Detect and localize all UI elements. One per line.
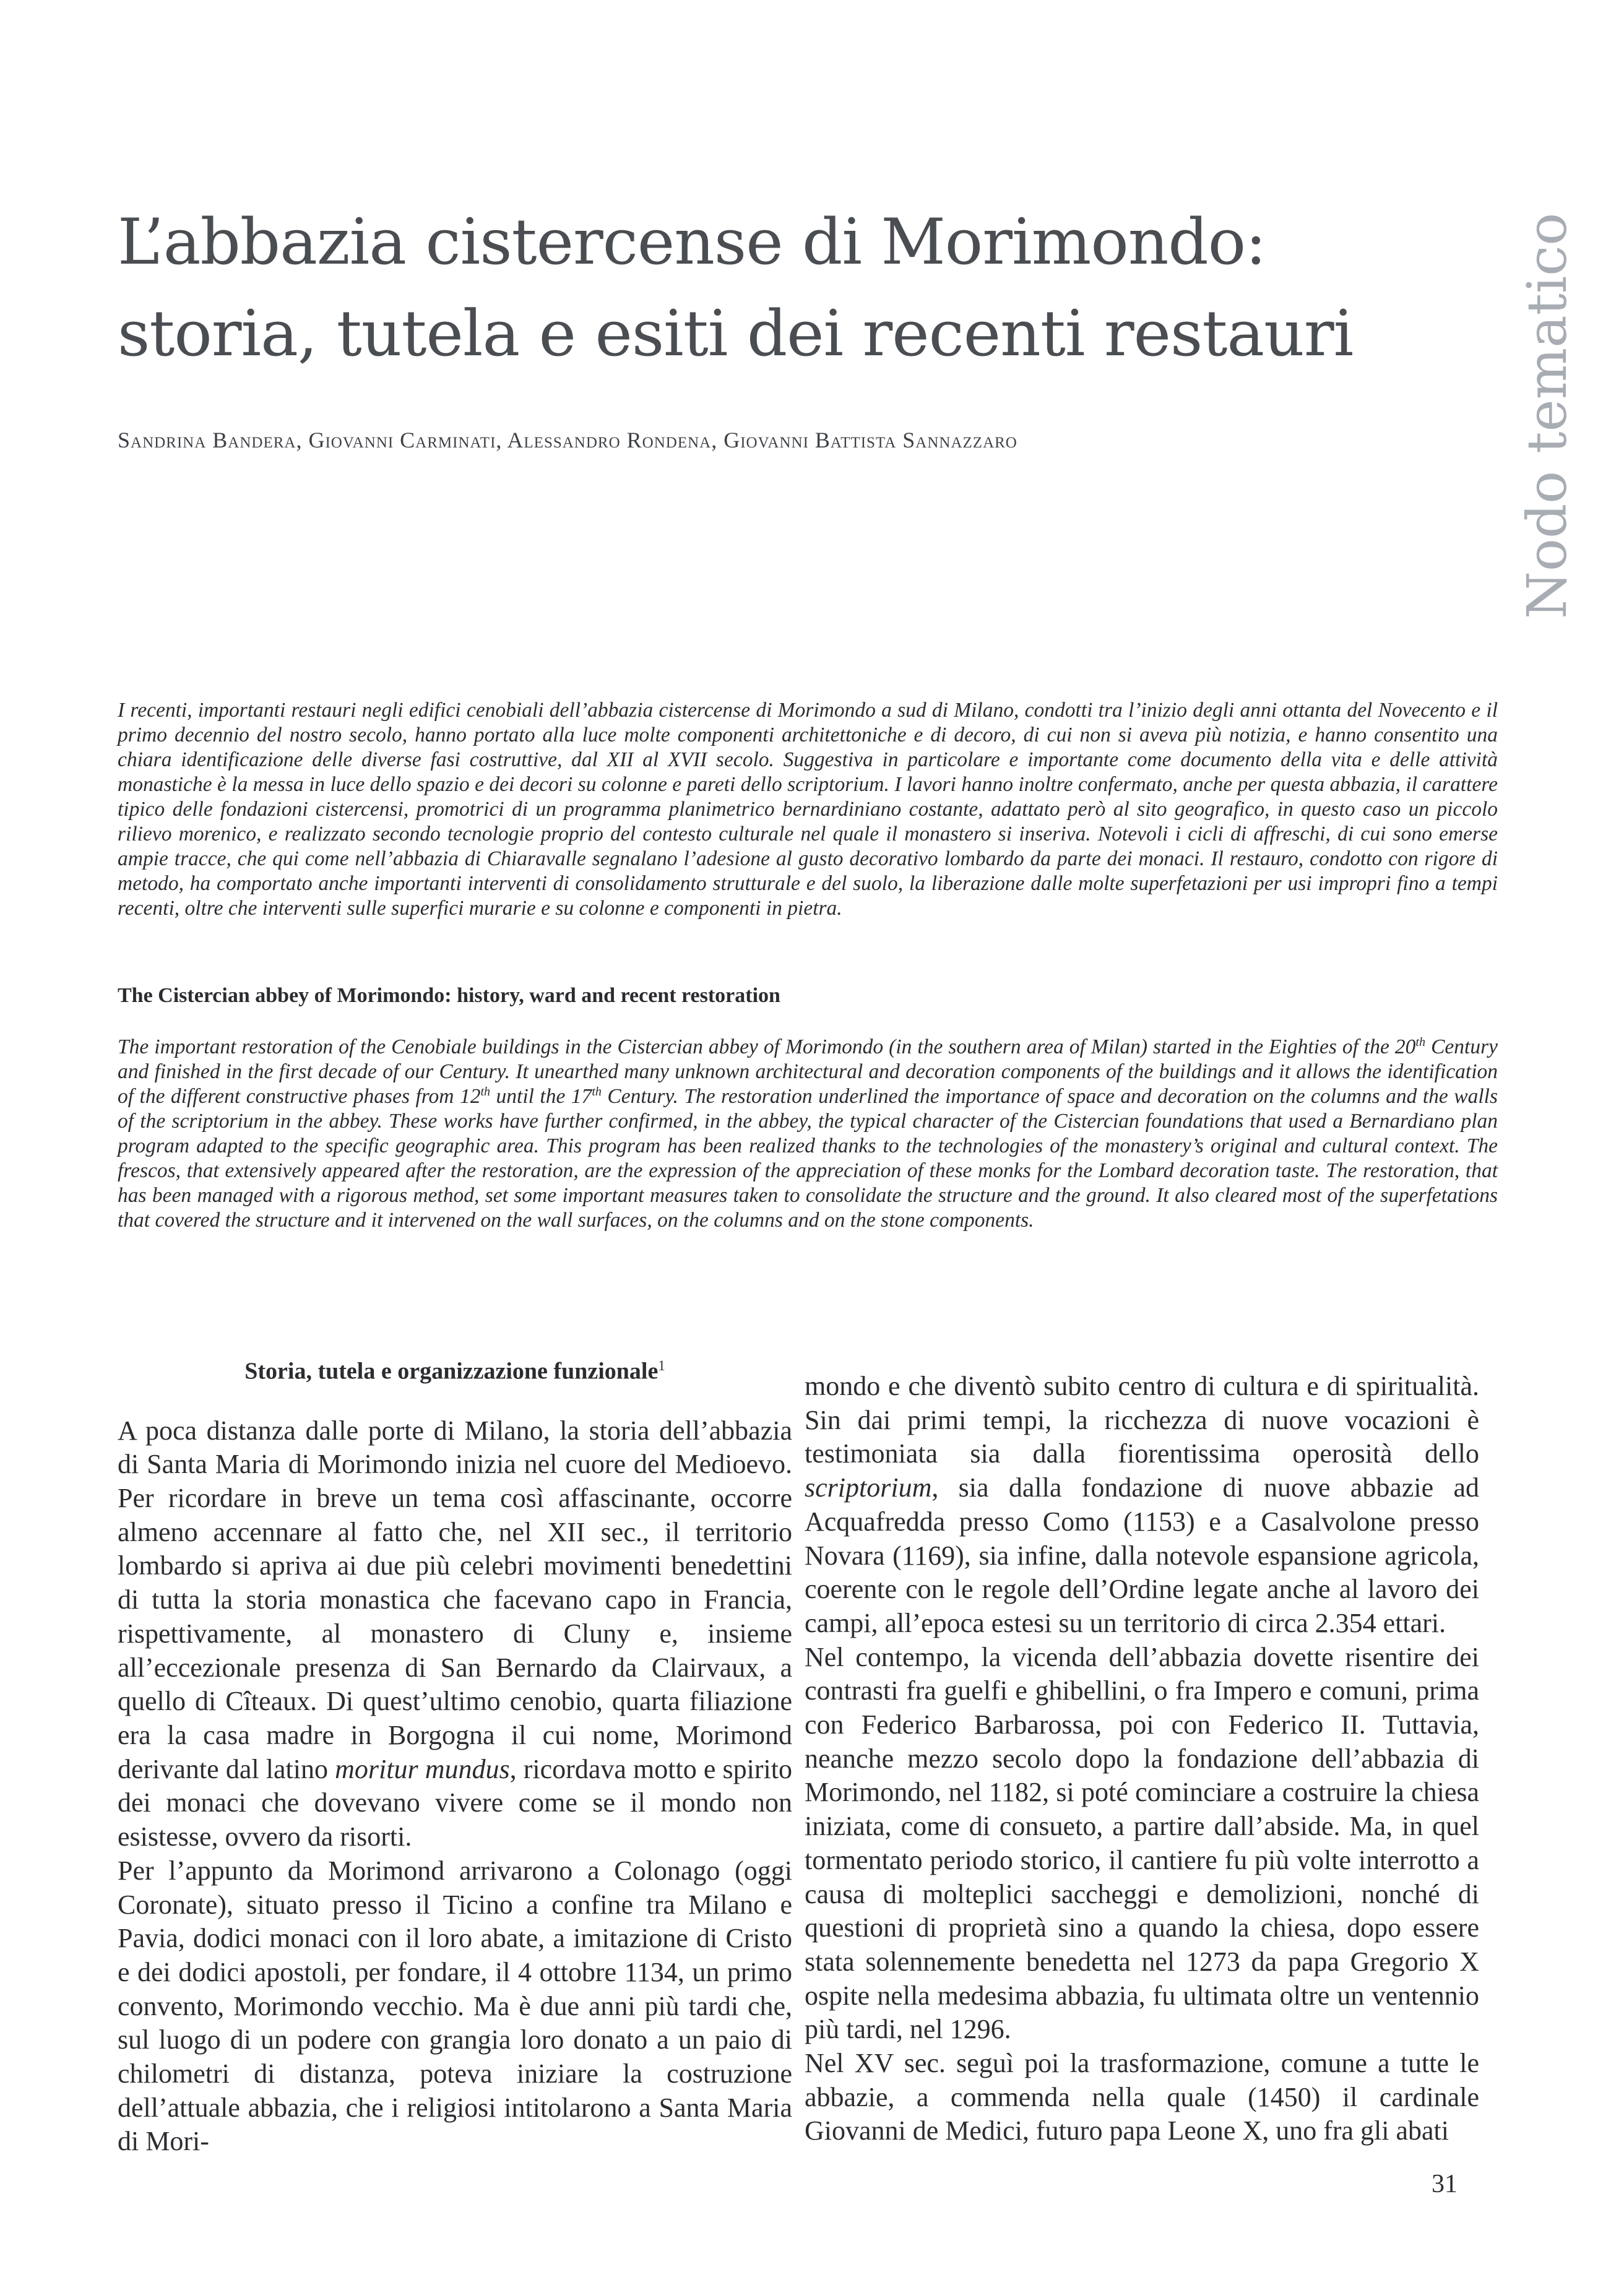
abstract-en-part-1: The important restoration of the Cenobiale buildings in the Cistercian abbey of Morimondo (in the southern area of Milan) started in the Eighties of the 20: [118, 1035, 1416, 1058]
latin-term: scriptorium: [805, 1472, 932, 1503]
section-side-label: Nodo tematico: [1515, 212, 1579, 619]
body-paragraph: Per l’appunto da Morimond arrivarono a Colonago (oggi Coronate), situato presso il Ticino a confine tra Milano e Pavia, dodici monaci con il loro abate, a imitazione di Cristo e dei dodici apostoli, per fondare, il 4 ottobre 1134, un primo convento, Morimondo vecchio. Ma è due anni più tardi che, sul luogo di un podere con grangia loro donato a un paio di chilometri di distanza, poteva iniziare la costruzione dell’attuale abbazia, che i religiosi intitolarono a Santa Maria di Mori-: [118, 1855, 792, 2157]
section-heading: [118, 1349, 792, 1388]
body-paragraph: Nel contempo, la vicenda dell’abbazia dovette risentire dei contrasti fra guelfi e ghibellini, o fra Impero e comuni, prima con Federico Barbarossa, poi con Federico II. Tuttavia, neanche mezzo secolo dopo la fondazione dell’abbazia di Morimondo, nel 1182, si poté cominciare a costruire la chiesa iniziata, come di consueto, a partire dall’abside. Ma, in quel tormentato periodo storico, il cantiere fu più volte interrotto a causa di molteplici saccheggi e demolizioni, nonché di questioni di proprietà sino a quando la chiesa, dopo essere stata solennemente benedetta nel 1273 da papa Gregorio X ospite nella medesima abbazia, fu ultimata oltre un ventennio più tardi, nel 1296.: [805, 1641, 1479, 2045]
body-paragraph: Nel XV sec. seguì poi la trasformazione, comune a tutte le abbazie, a commenda nella quale (1450) il cardinale Giovanni de Medici, futuro papa Leone X, uno fra gli abati: [805, 2048, 1479, 2146]
english-abstract-heading: The Cistercian abbey of Morimondo: history, ward and recent restoration: [118, 984, 780, 1007]
paragraph-text: , ricordava motto e spirito dei monaci che dovevano vivere come se il mondo non esistesse, ovvero da risorti.: [118, 1753, 792, 1852]
paragraph-text: mondo e che diventò subito centro di cultura e di spiritualità. Sin dai primi tempi, la ricchezza di nuove vocazioni è testimoniata sia dalla fiorentissima operosità dello: [805, 1371, 1479, 1469]
body-paragraph: [118, 1414, 792, 1854]
body-column-left: [118, 1349, 792, 2159]
ordinal-suffix: th: [480, 1084, 491, 1099]
paragraph-text: A poca distanza dalle porte di Milano, la storia dell’abbazia di Santa Maria di Morimondo inizia nel cuore del Medioevo. Per ricordare in breve un tema così affascinante, occorre almeno accennare al fatto che, nel XII sec., il territorio lombardo si apriva ai due più celebri movimenti benedettini di tutta la storia monastica che facevano capo in Francia, rispettivamente, al monastero di Cluny e, insieme all’eccezionale presenza di San Bernardo da Clairvaux, a quello di Cîteaux. Di quest’ultimo cenobio, quarta filiazione era la casa madre in Borgogna il cui nome, Morimond derivante dal latino: [118, 1415, 792, 1784]
ordinal-suffix: th: [1415, 1035, 1426, 1049]
footnote-reference[interactable]: 1: [658, 1358, 665, 1373]
abstract-en-part-3: until the 17: [490, 1085, 592, 1108]
ordinal-suffix: th: [592, 1084, 602, 1099]
title-line-1: L’abbazia cistercense di Morimondo:: [118, 205, 1266, 279]
paragraph-text: , sia dalla fondazione di nuove abbazie ad Acquafredda presso Como (1153) e a Casalvolone presso Novara (1169), sia infine, dalla notevole espansione agricola, coerente con le regole dell’Ordine legate anche al lavoro dei campi, all’epoca estesi su un territorio di circa 2.354 ettari.: [805, 1472, 1479, 1638]
abstract-english: [118, 1035, 1498, 1233]
abstract-en-part-2: Century and finished in the first decade of our Century. It unearthed many unknown architectural and decoration components of the buildings and it allows the identification of the different constructive phases from 12: [118, 1035, 1498, 1108]
body-column-right: [805, 1370, 1479, 2148]
abstract-en-part-4: Century. The restoration underlined the importance of space and decoration on the columns and the walls of the scriptorium in the abbey. These works have further confirmed, in the abbey, the typical character of the Cistercian foundations that used a Bernardiano plan program adapted to the specific geographic area. This program has been realized thanks to the technologies of the monastery’s original and cultural context. The frescos, that extensively appeared after the restoration, are the expression of the appreciation of these monks for the Lombard decoration taste. The restoration, that has been managed with a rigorous method, set some important measures taken to consolidate the structure and the ground. It also cleared most of the superfetations that covered the structure and it intervened on the wall surfaces, on the columns and on the stone components.: [118, 1085, 1498, 1232]
title-line-2: storia, tutela e esiti dei recenti restauri: [118, 297, 1354, 371]
authors-byline: Sandrina Bandera, Giovanni Carminati, Alessandro Rondena, Giovanni Battista Sannazzaro: [118, 428, 1017, 452]
page-title: [118, 197, 1448, 380]
section-heading-text: Storia, tutela e organizzazione funzionale: [244, 1358, 659, 1384]
body-paragraph: [805, 1370, 1479, 1641]
abstract-italian: I recenti, importanti restauri negli edifici cenobiali dell’abbazia cistercense di Morimondo a sud di Milano, condotti tra l’inizio degli anni ottanta del Novecento e il primo decennio del nostro secolo, hanno portato alla luce molte componenti architettoniche e di decoro, di cui non si aveva più notizia, e hanno consentito una chiara identificazione delle diverse fasi costruttive, dal XII al XVII secolo. Suggestiva in particolare e importante come documento della vita e delle attività monastiche è la messa in luce dello spazio e dei decori su colonne e pareti dello scriptorium. I lavori hanno inoltre confermato, anche per questa abbazia, il carattere tipico delle fondazioni cistercensi, promotrici di un programma planimetrico bernardiniano costante, adattato però al sito geografico, in questo caso un piccolo rilievo morenico, e realizzato secondo tecnologie proprio del contesto culturale nel quale il monastero si inseriva. Notevoli i cicli di affreschi, di cui sono emerse ampie tracce, che qui come nell’abbazia di Chiaravalle segnalano l’adesione al gusto decorativo lombardo da parte dei monaci. Il restauro, condotto con rigore di metodo, ha comportato anche importanti interventi di consolidamento strutturale e del suolo, la liberazione dalle molte superfetazioni per usi impropri fino a tempi recenti, oltre che interventi sulle superfici murarie e su colonne e componenti in pietra.: [118, 699, 1498, 920]
page-number: 31: [1432, 2170, 1458, 2198]
latin-phrase: moritur mundus: [335, 1753, 510, 1784]
